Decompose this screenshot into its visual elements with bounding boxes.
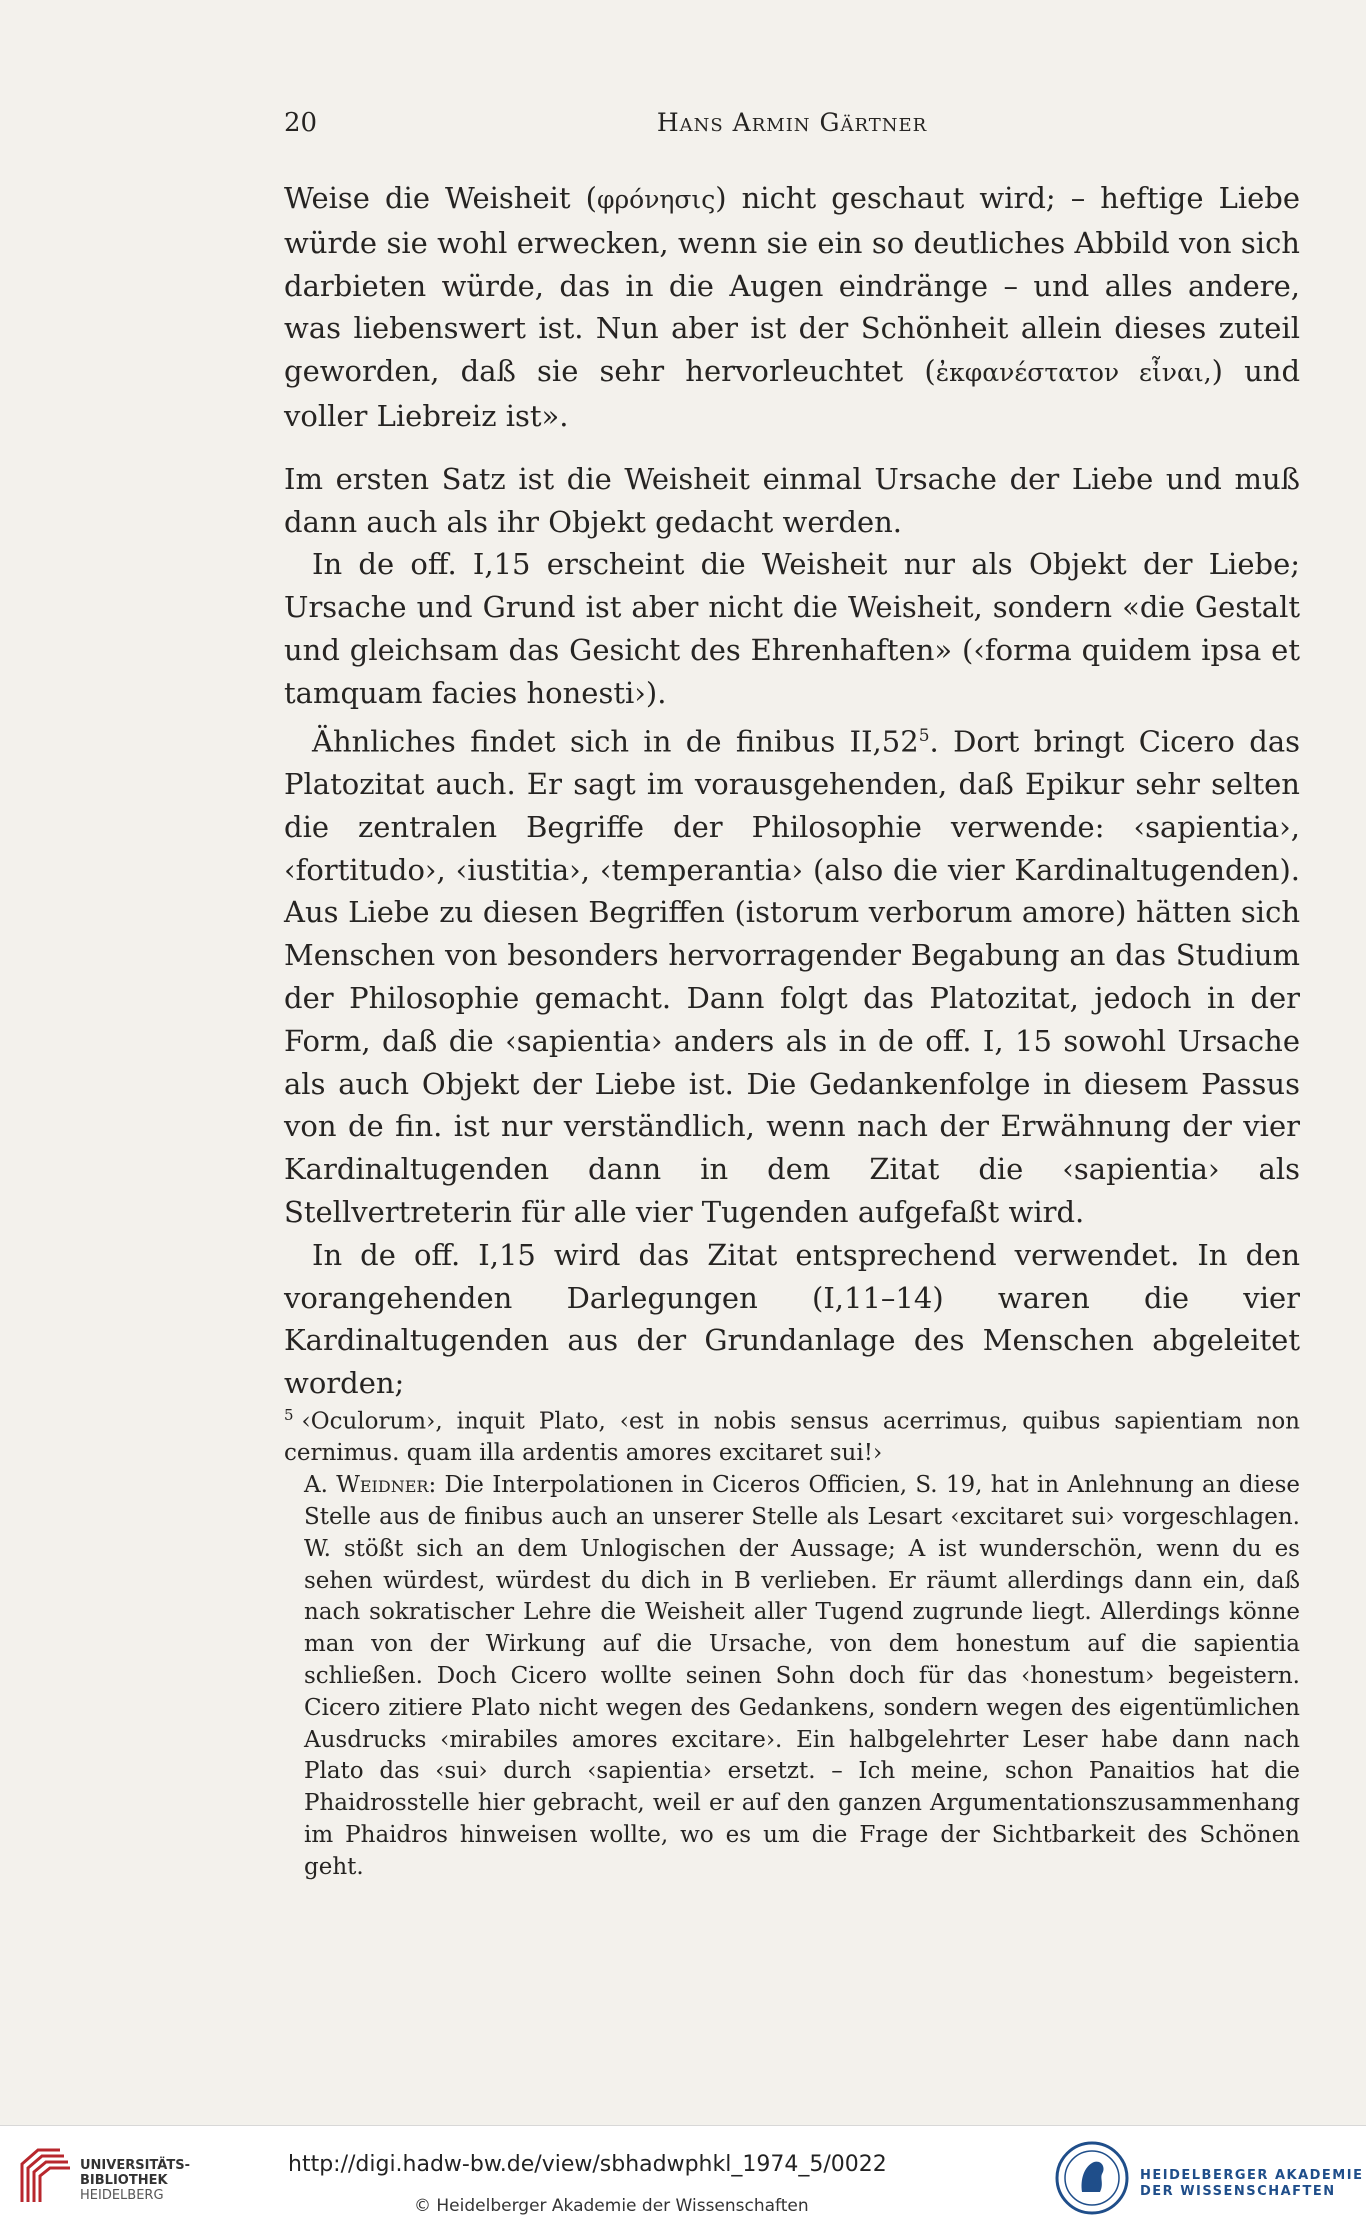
paragraph-2: Im ersten Satz ist die Weisheit einmal Ursache der Liebe und muß dann auch als ihr Objekt gedacht werden. <box>284 461 1300 539</box>
university-library-name: UNIVERSITÄTS- BIBLIOTHEK HEIDELBERG <box>80 2158 190 2203</box>
paragraph-3: In de off. I,15 erscheint die Weisheit nur als Objekt der Liebe; Ursache und Grund ist aber nicht die Weisheit, sondern «die Gestalt und gleichsam das Gesicht des Ehrenhaften» (‹forma quidem ipsa et tamquam facies honesti›). <box>284 547 1300 710</box>
footnote-author: A. Weidner <box>304 1472 429 1499</box>
academy-seal-icon <box>1054 2140 1130 2216</box>
running-head: Hans Armin Gärtner <box>656 108 928 137</box>
footnote-reference: 5 <box>918 725 930 746</box>
page-number: 20 <box>284 108 318 138</box>
viewer-footer <box>0 2125 1366 2232</box>
footnote-body: A. Weidner: Die Interpolationen in Ciceros Officien, S. 19, hat in Anlehnung an diese Stelle aus de finibus auch an unserer Stelle als Lesart ‹excitaret sui› vorgeschlagen. W. stößt sich an dem Unlogischen der Aussage; A ist wunderschön, wenn du es sehen würdest, würdest du dich in B verlieben. Er räumt allerdings dann ein, daß nach sokratischer Lehre die Weisheit aller Tugend zugrunde liegt. Allerdings könne man von der Wirkung auf die Ursache, von dem honestum auf die sapientia schließen. Doch Cicero wollte seinen Sohn doch für das ‹honestum› begeistern. Cicero zitiere Plato nicht wegen des Gedankens, sondern wegen des eigentümlichen Ausdrucks ‹mirabiles amores excitare›. Ein halbgelehrter Leser habe dann nach Plato das ‹sui› durch ‹sapientia› ersetzt. – Ich meine, schon Panaitios hat die Phaidrosstelle hier gebracht, weil er auf den ganzen Argumentationszusammenhang im Phaidros hinweisen wollte, wo es um die Frage der Sichtbarkeit des Schönen geht. <box>304 1472 1300 1880</box>
main-text <box>284 177 1300 1405</box>
footnote-quote: $^5$ ‹Oculorum›, inquit Plato, ‹est in nobis sensus acerrimus, quibus sapientiam non cernimus. quam illa ardentis amores excitaret sui!› <box>284 1406 1300 1467</box>
greek-word: φρόνησις <box>596 185 716 214</box>
paragraph-4: Ähnliches findet sich in de finibus $II,52^5$. Dort bringt Cicero das Platozitat auch. Er sagt im vorausgehenden, daß Epikur sehr selten die zentralen Begriffe der Philosophie verwende: ‹sapientia›, ‹fortitudo›, ‹iustitia›, ‹temperantia› (also die vier Kardinaltugenden). Aus Liebe zu diesen Begriffen (istorum verborum amore) hätten sich Menschen von besonders hervorragender Begabung an das Studium der Philosophie gemacht. Dann folgt das Platozitat, jedoch in der Form, daß die ‹sapientia› anders als in de off. I, 15 sowohl Ursache als auch Objekt der Liebe ist. Die Gedankenfolge in diesem Passus von de fin. ist nur verständlich, wenn nach der Erwähnung der vier Kardinaltugenden dann in dem Zitat die ‹sapientia› als Stellvertreterin für alle vier Tugenden aufgefaßt wird. <box>284 724 1300 1229</box>
page-header <box>284 108 1300 152</box>
university-library-logo-icon <box>16 2142 74 2212</box>
copyright-notice: © Heidelberger Akademie der Wissenschaften <box>414 2196 809 2216</box>
paragraph-1: Weise die Weisheit (φρόνησις) nicht geschaut wird; – heftige Liebe würde sie wohl erwecken, wenn sie ein so deutliches Abbild von sich darbieten würde, das in die Augen eindränge – und alles andere, was liebenswert ist. Nun aber ist der Schönheit allein dieses zuteil geworden, daß sie sehr hervorleuchtet (ἐκφανέστατον εἶναι,) und voller Liebreiz ist». <box>284 181 1301 433</box>
footnotes <box>284 1400 1300 1884</box>
footnote-mark: 5 <box>284 1406 294 1424</box>
paragraph-5: In de off. I,15 wird das Zitat entsprechend verwendet. In den vorangehenden Darlegungen (I,11–14) waren die vier Kardinaltugenden aus der Grundanlage des Menschen abgeleitet worden; <box>284 1237 1300 1401</box>
academy-name: HEIDELBERGER AKADEMIE DER WISSENSCHAFTEN <box>1140 2168 1364 2199</box>
greek-phrase: ἐκφανέστατον εἶναι, <box>935 358 1212 388</box>
permalink-url[interactable]: http://digi.hadw-bw.de/view/sbhadwphkl_1974_5/0022 <box>288 2152 887 2177</box>
